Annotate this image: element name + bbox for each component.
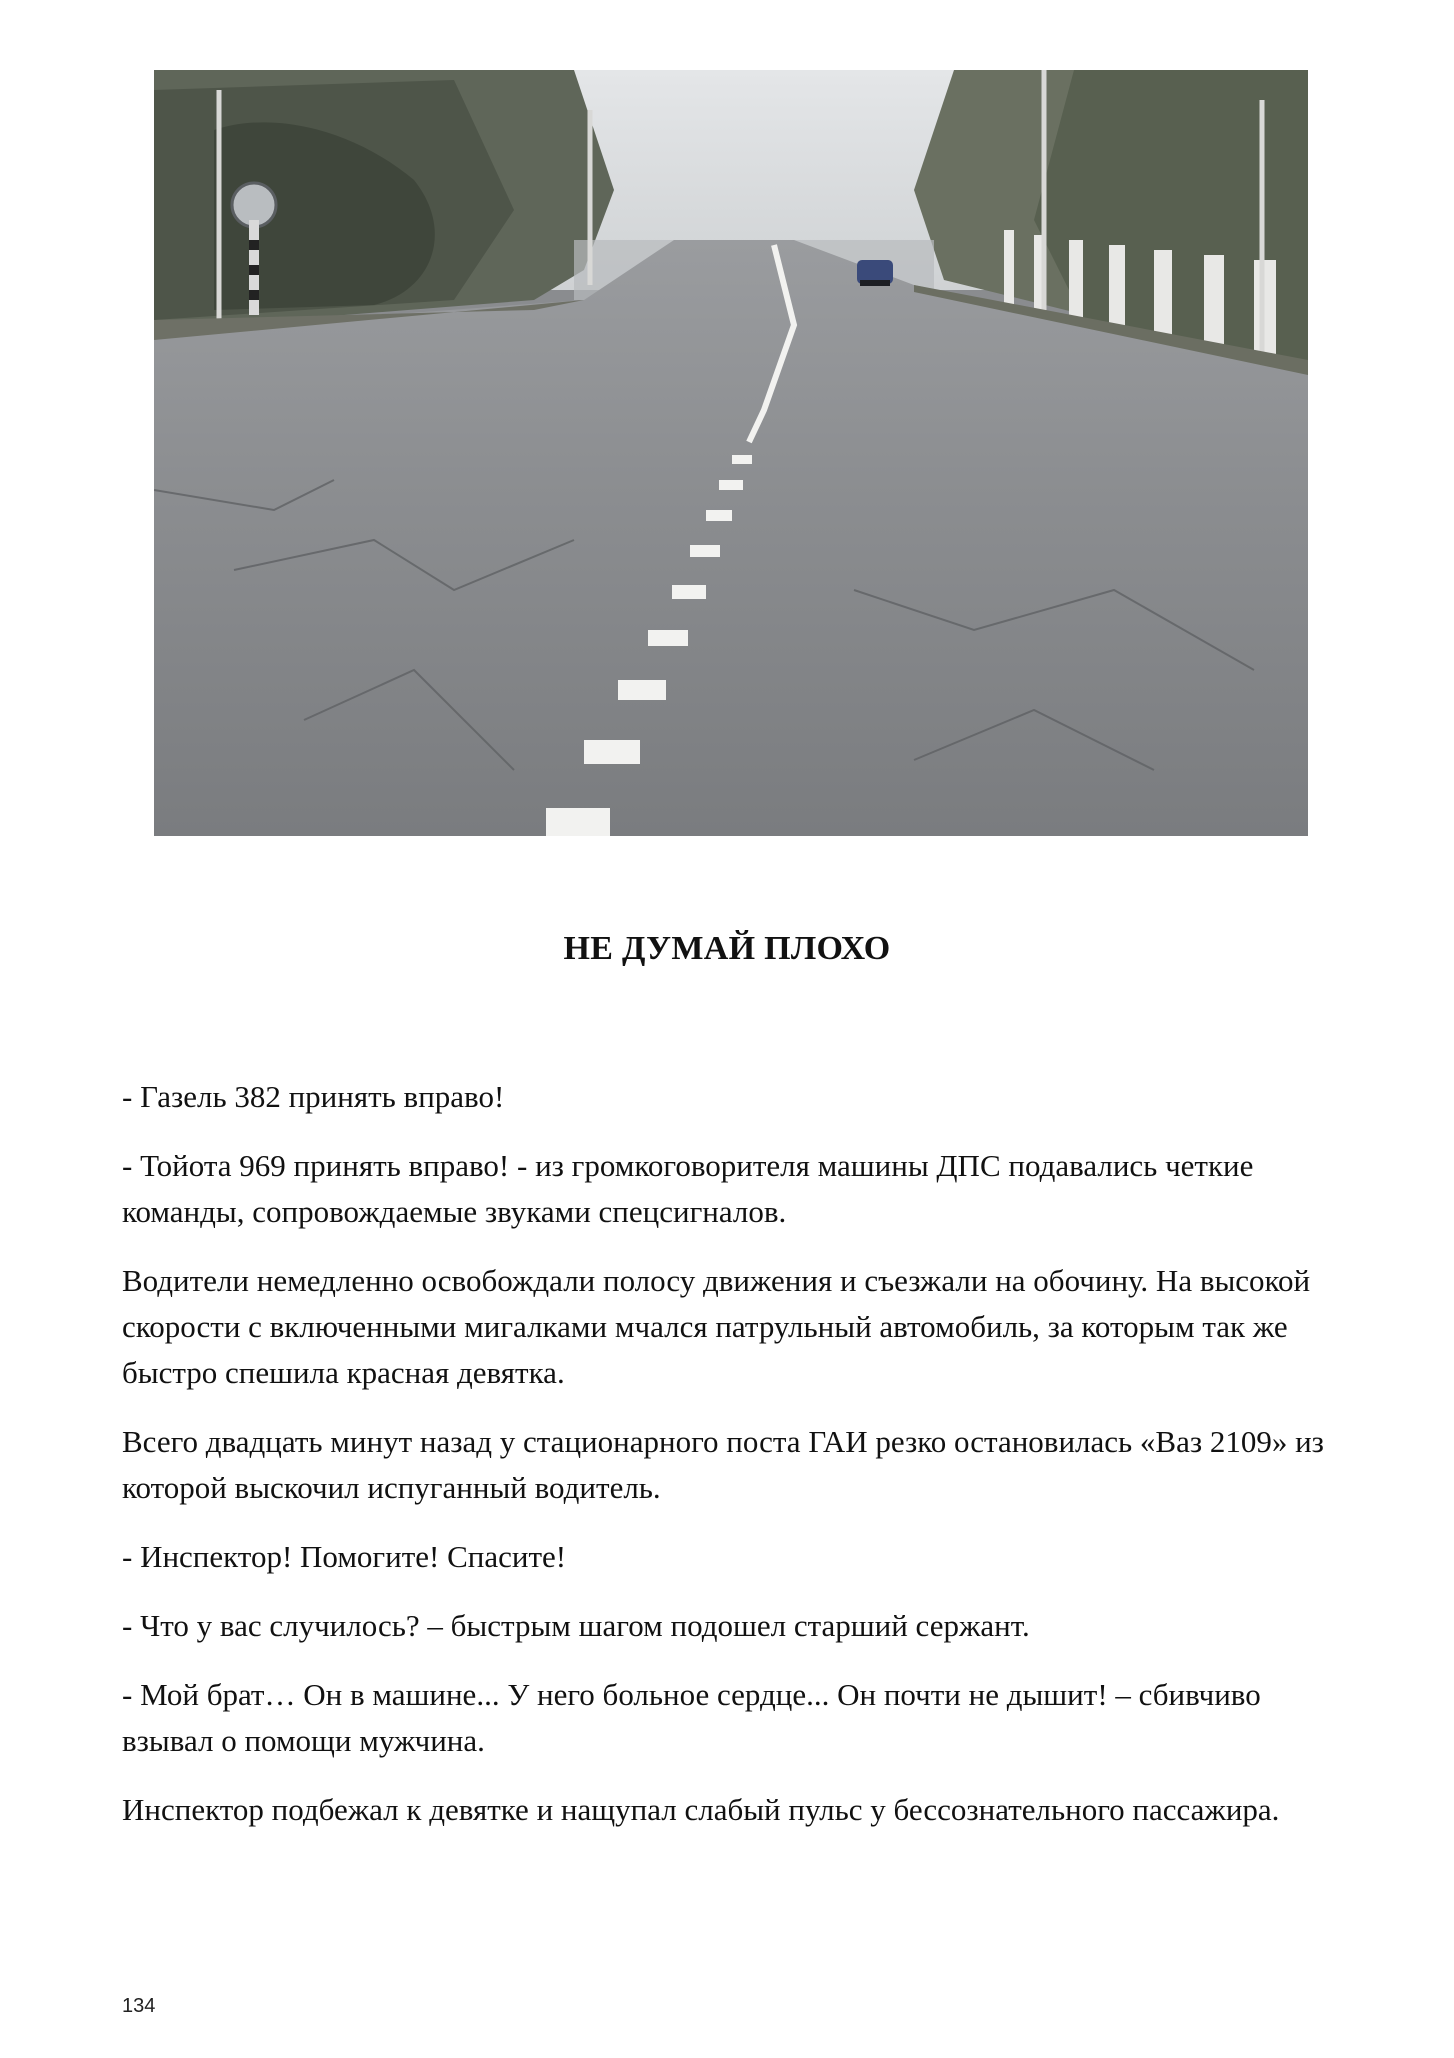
paragraph: Водители немедленно освобождали полосу движения и съезжали на обочину. На высокой скорости с включенными мигалками мчался патрульный автомобиль, за которым так же быстро спешила красная девятка.	[122, 1263, 1311, 1390]
road-illustration	[154, 70, 1308, 836]
paragraph: - Газель 382 принять вправо!	[122, 1079, 505, 1114]
road-photo	[154, 70, 1308, 836]
page-number: 134	[122, 1995, 156, 2017]
paragraph: - Мой брат… Он в машине... У него больное сердце... Он почти не дышит! – сбивчиво взывал о помощи мужчина.	[122, 1677, 1261, 1758]
paragraph: - Тойота 969 принять вправо! - из громкоговорителя машины ДПС подавались четкие команды, сопровождаемые звуками спецсигналов.	[122, 1148, 1254, 1229]
story-text	[122, 1074, 1334, 1856]
chapter-title: НЕ ДУМАЙ ПЛОХО	[563, 930, 891, 967]
paragraph: - Инспектор! Помогите! Спасите!	[122, 1539, 567, 1574]
paragraph: Инспектор подбежал к девятке и нащупал слабый пульс у бессознательного пассажира.	[122, 1792, 1280, 1827]
paragraph: - Что у вас случилось? – быстрым шагом подошел старший сержант.	[122, 1608, 1030, 1643]
paragraph: Всего двадцать минут назад у стационарного поста ГАИ резко остановилась «Ваз 2109» из которой выскочил испуганный водитель.	[122, 1424, 1324, 1505]
